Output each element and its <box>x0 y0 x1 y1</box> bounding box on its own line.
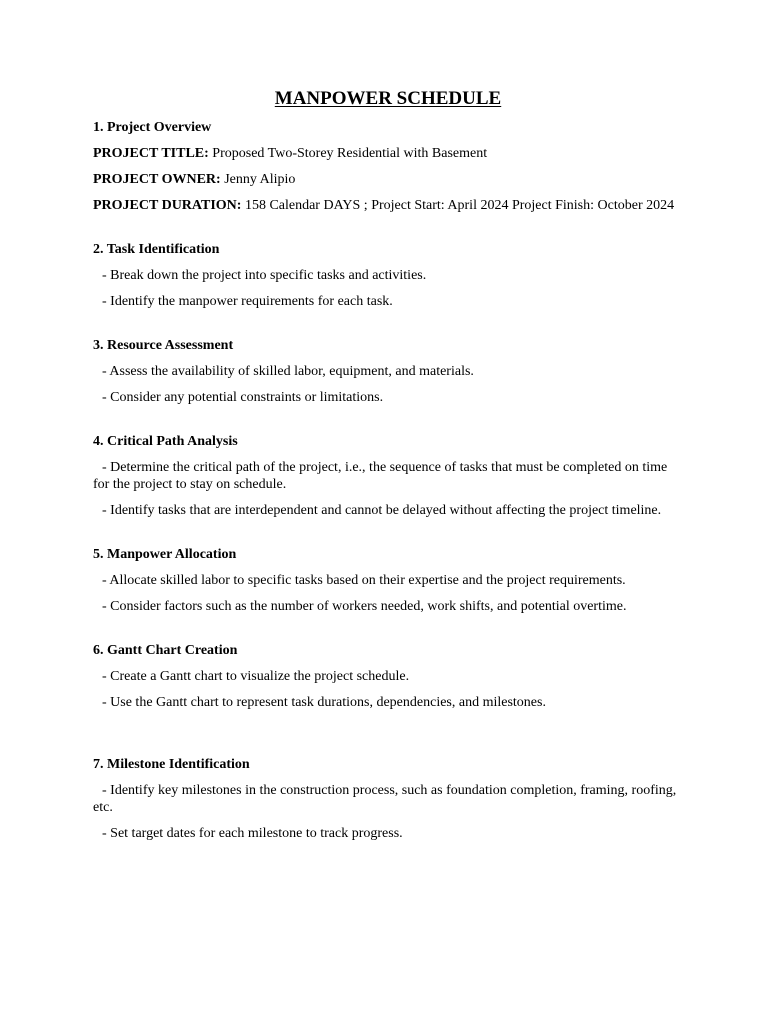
list-item: - Assess the availability of skilled labor, equipment, and materials. <box>102 364 474 379</box>
field-label: PROJECT TITLE: <box>93 146 209 161</box>
section-resource-assessment <box>93 337 683 406</box>
section-heading: 7. Milestone Identification <box>93 757 250 772</box>
section-heading: 6. Gantt Chart Creation <box>93 643 238 658</box>
list-item: - Allocate skilled labor to specific tasks based on their expertise and the project requirements. <box>102 573 626 588</box>
list-item: - Consider any potential constraints or limitations. <box>102 390 384 405</box>
list-item: - Break down the project into specific tasks and activities. <box>102 268 427 283</box>
section-heading: 3. Resource Assessment <box>93 338 234 353</box>
list-item: - Create a Gantt chart to visualize the project schedule. <box>102 669 410 684</box>
spacer <box>93 519 683 546</box>
section-heading: 5. Manpower Allocation <box>93 547 237 562</box>
field-value: 158 Calendar DAYS ; Project Start: April 2024 Project Finish: October 2024 <box>241 198 675 213</box>
project-title-field <box>93 145 683 162</box>
list-item: - Identify tasks that are interdependent and cannot be delayed without affecting the project timeline. <box>102 503 662 518</box>
section-manpower-allocation <box>93 546 683 615</box>
list-item: - Identify the manpower requirements for each task. <box>102 294 393 309</box>
field-value: Jenny Alipio <box>220 172 296 187</box>
section-milestone-identification <box>93 756 683 842</box>
list-item: - Determine the critical path of the project, i.e., the sequence of tasks that must be completed on time for the project to stay on schedule. <box>93 460 668 492</box>
field-label: PROJECT DURATION: <box>93 198 242 213</box>
section-heading: 2. Task Identification <box>93 242 220 257</box>
list-item: - Consider factors such as the number of workers needed, work shifts, and potential overtime. <box>102 599 627 614</box>
section-project-overview <box>93 119 683 214</box>
field-value: Proposed Two-Storey Residential with Basement <box>208 146 488 161</box>
section-gantt-chart-creation <box>93 642 683 711</box>
section-heading: 1. Project Overview <box>93 120 212 135</box>
spacer <box>93 310 683 337</box>
section-heading: 4. Critical Path Analysis <box>93 434 238 449</box>
field-label: PROJECT OWNER: <box>93 172 221 187</box>
document-title: MANPOWER SCHEDULE <box>274 88 502 109</box>
section-critical-path-analysis <box>93 433 683 519</box>
spacer <box>93 615 683 642</box>
list-item: - Use the Gantt chart to represent task durations, dependencies, and milestones. <box>102 695 546 710</box>
spacer <box>93 406 683 433</box>
project-duration-field <box>93 197 683 214</box>
list-item: - Identify key milestones in the construction process, such as foundation completion, framing, roofing, etc. <box>93 783 677 815</box>
section-task-identification <box>93 241 683 310</box>
spacer <box>93 214 683 241</box>
list-item: - Set target dates for each milestone to track progress. <box>102 826 403 841</box>
project-owner-field <box>93 171 683 188</box>
document-page <box>93 88 683 842</box>
spacer <box>93 711 683 756</box>
